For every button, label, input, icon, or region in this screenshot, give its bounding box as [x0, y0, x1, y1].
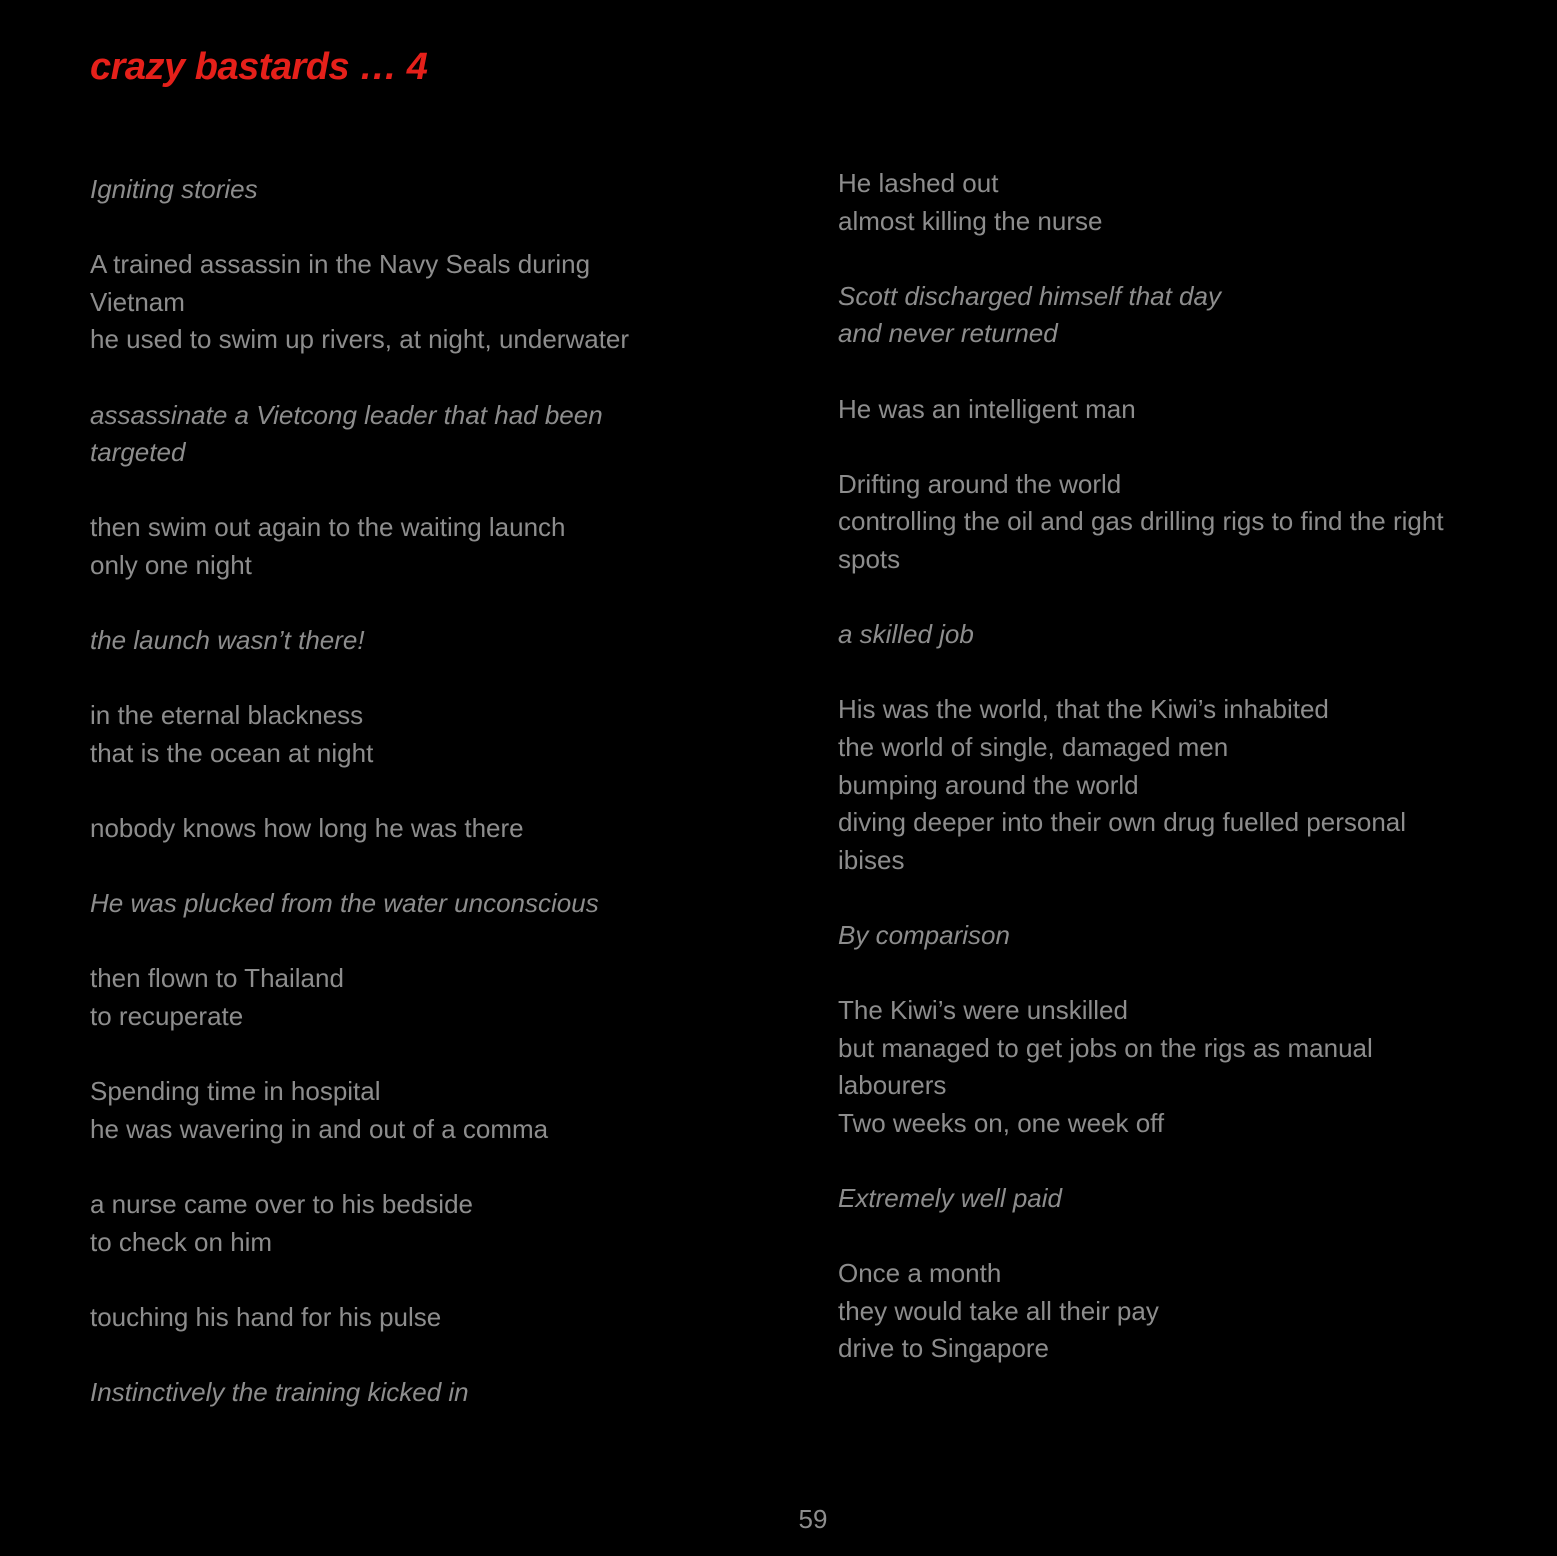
poem-line: a skilled job	[838, 619, 974, 650]
stanza	[838, 917, 1538, 955]
poem-line: spots	[838, 543, 901, 574]
stanza	[90, 697, 730, 772]
poem-line: The Kiwi’s were unskilled	[838, 995, 1128, 1026]
poem-line: but managed to get jobs on the rigs as manual	[838, 1032, 1373, 1063]
stanza	[838, 1180, 1538, 1218]
poem-line: assassinate a Vietcong leader that had been	[90, 399, 603, 430]
stanza	[90, 1299, 730, 1337]
poem-line: to check on him	[90, 1226, 273, 1257]
poem-line: bumping around the world	[838, 769, 1139, 800]
poem-column-left	[90, 171, 730, 1412]
poem-column-right	[838, 165, 1538, 1368]
poem-line: the launch wasn’t there!	[90, 625, 365, 656]
poem-line: a nurse came over to his bedside	[90, 1189, 473, 1220]
poem-line: Instinctively the training kicked in	[90, 1377, 469, 1407]
stanza	[90, 1073, 730, 1148]
poem-line: ibises	[838, 844, 905, 875]
stanza	[838, 391, 1538, 429]
poem-line: Vietnam	[90, 286, 185, 317]
stanza	[838, 466, 1538, 579]
stanza	[90, 810, 730, 848]
stanza	[90, 622, 730, 660]
poem-line: His was the world, that the Kiwi’s inhabited	[838, 694, 1329, 725]
poem-line: in the eternal blackness	[90, 700, 364, 731]
poem-line: Once a month	[838, 1258, 1002, 1289]
poem-line: he was wavering in and out of a comma	[90, 1113, 549, 1144]
stanza	[90, 397, 730, 472]
poem-line: the world of single, damaged men	[838, 731, 1229, 762]
stanza	[90, 509, 730, 584]
stanza	[838, 1255, 1538, 1368]
page-title: crazy bastards … 4	[90, 46, 428, 88]
stanza	[90, 960, 730, 1035]
poem-line: touching his hand for his pulse	[90, 1301, 442, 1332]
poem-line: By comparison	[838, 919, 1010, 950]
page-number: 59	[798, 1504, 828, 1534]
poem-line: Drifting around the world	[838, 468, 1122, 499]
poem-line: He was plucked from the water unconscious	[90, 888, 599, 919]
poem-line: He lashed out	[838, 168, 999, 198]
stanza	[838, 165, 1538, 240]
poem-line: almost killing the nurse	[838, 205, 1103, 236]
poem-line: and never returned	[838, 318, 1058, 349]
stanza	[90, 1186, 730, 1261]
poem-line: targeted	[90, 437, 186, 468]
poem-line: Igniting stories	[90, 174, 258, 204]
stanza	[838, 278, 1538, 353]
poem-line: Two weeks on, one week off	[838, 1107, 1165, 1138]
poem-line: they would take all their pay	[838, 1295, 1159, 1326]
poem-line: A trained assassin in the Navy Seals during	[90, 249, 591, 280]
poem-line: that is the ocean at night	[90, 737, 374, 768]
poem-line: then swim out again to the waiting launch	[90, 512, 566, 543]
poem-line: only one night	[90, 549, 252, 580]
poem-line: then flown to Thailand	[90, 963, 344, 994]
poem-line: to recuperate	[90, 1001, 244, 1032]
poem-line: he used to swim up rivers, at night, underwater	[90, 324, 630, 355]
poem-line: He was an intelligent man	[838, 393, 1136, 424]
stanza	[90, 1374, 730, 1412]
stanza	[90, 885, 730, 923]
stanza	[838, 691, 1538, 879]
poem-line: drive to Singapore	[838, 1333, 1050, 1364]
stanza	[90, 246, 730, 359]
poem-line: Scott discharged himself that day	[838, 280, 1221, 311]
stanza	[838, 992, 1538, 1142]
stanza	[838, 616, 1538, 654]
stanza	[90, 171, 730, 209]
poem-line: nobody knows how long he was there	[90, 813, 524, 844]
poem-line: controlling the oil and gas drilling rigs to find the right	[838, 506, 1444, 537]
poem-line: Extremely well paid	[838, 1183, 1062, 1214]
poem-line: Spending time in hospital	[90, 1076, 381, 1107]
poem-line: diving deeper into their own drug fuelled personal	[838, 807, 1407, 838]
poem-line: labourers	[838, 1070, 947, 1101]
